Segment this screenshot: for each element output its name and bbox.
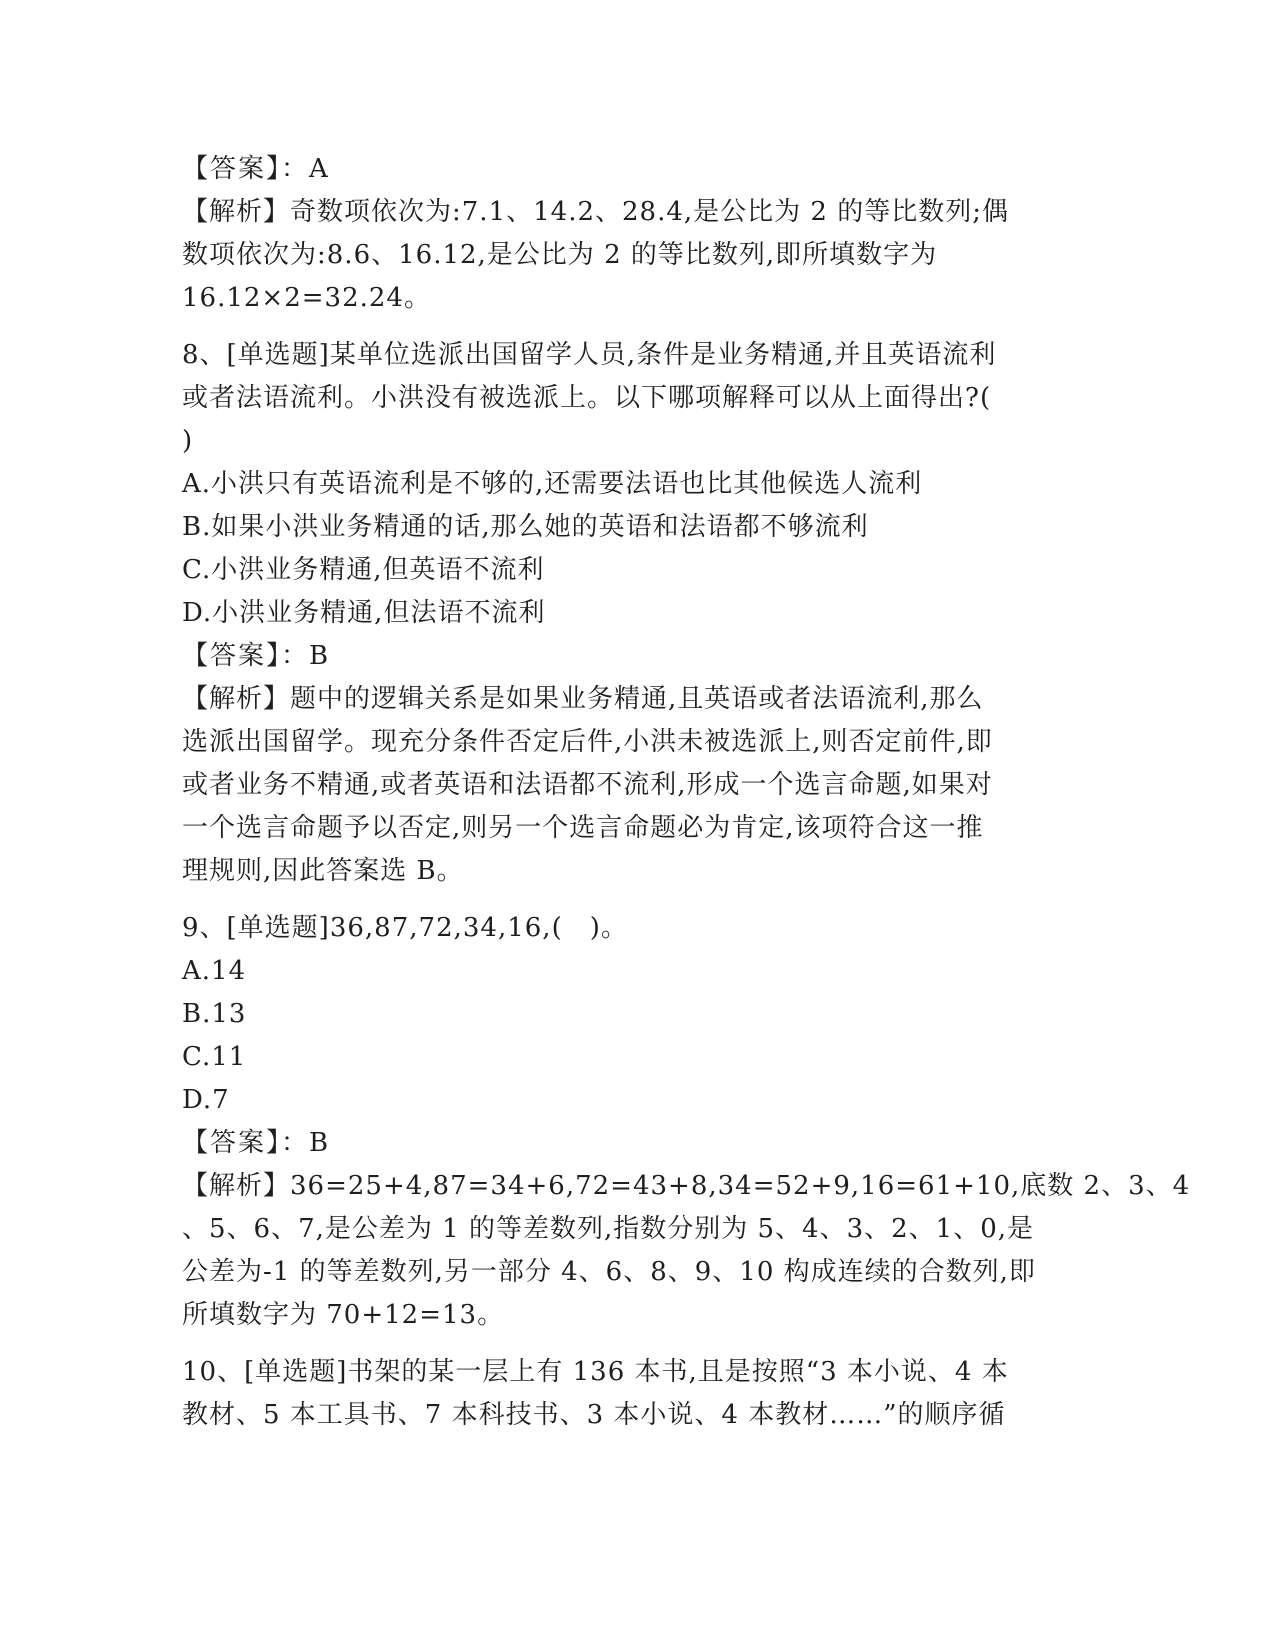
option-d: D.7 — [182, 1085, 230, 1115]
question-stem-line: 10、[单选题]书架的某一层上有 136 本书,且是按照“3 本小说、4 本 — [182, 1357, 1009, 1387]
document-page — [182, 148, 1191, 1437]
spacer — [182, 320, 1082, 334]
question-stem-line: 或者法语流利。小洪没有被选派上。以下哪项解释可以从上面得出?( — [182, 383, 992, 413]
question-9 — [182, 907, 1191, 1337]
option-c: C.小洪业务精通,但英语不流利 — [182, 555, 545, 585]
question-8 — [182, 334, 1082, 893]
question-7-tail — [182, 148, 1082, 320]
question-stem-line: ) — [182, 426, 194, 456]
analysis-line: 或者业务不精通,或者英语和法语都不流利,形成一个选言命题,如果对 — [182, 770, 993, 800]
analysis-line: 【解析】36=25+4,87=34+6,72=43+8,34=52+9,16=61+10,底数 2、3、4 — [182, 1171, 1191, 1201]
option-c: C.11 — [182, 1042, 247, 1072]
answer-line: 【答案】：A — [182, 154, 330, 184]
analysis-line: 16.12×2=32.24。 — [182, 283, 431, 313]
answer-line: 【答案】：B — [182, 641, 331, 671]
question-stem-line: 教材、5 本工具书、7 本科技书、3 本小说、4 本教材……”的顺序循 — [182, 1400, 1006, 1430]
spacer — [182, 1337, 1082, 1351]
analysis-line: 所填数字为 70+12=13。 — [182, 1300, 505, 1330]
analysis-line: 【解析】奇数项依次为:7.1、14.2、28.4,是公比为 2 的等比数列;偶 — [182, 197, 1009, 227]
question-10 — [182, 1351, 1082, 1437]
question-stem-line: 9、[单选题]36,87,72,34,16,( )。 — [182, 913, 628, 943]
analysis-line: 理规则,因此答案选 B。 — [182, 856, 464, 886]
option-b: B.如果小洪业务精通的话,那么她的英语和法语都不够流利 — [182, 512, 869, 542]
analysis-line: 一个选言命题予以否定,则另一个选言命题必为肯定,该项符合这一推 — [182, 813, 984, 843]
option-d: D.小洪业务精通,但法语不流利 — [182, 598, 546, 628]
option-a: A.14 — [182, 956, 247, 986]
spacer — [182, 893, 1082, 907]
answer-line: 【答案】：B — [182, 1128, 331, 1158]
option-b: B.13 — [182, 999, 247, 1029]
analysis-line: 公差为-1 的等差数列,另一部分 4、6、8、9、10 构成连续的合数列,即 — [182, 1257, 1036, 1287]
analysis-line: 数项依次为:8.6、16.12,是公比为 2 的等比数列,即所填数字为 — [182, 240, 938, 270]
analysis-line: 【解析】题中的逻辑关系是如果业务精通,且英语或者法语流利,那么 — [182, 684, 984, 714]
analysis-line: 选派出国留学。现充分条件否定后件,小洪未被选派上,则否定前件,即 — [182, 727, 993, 757]
question-stem-line: 8、[单选题]某单位选派出国留学人员,条件是业务精通,并且英语流利 — [182, 340, 997, 370]
option-a: A.小洪只有英语流利是不够的,还需要法语也比其他候选人流利 — [182, 469, 923, 499]
analysis-line: 、5、6、7,是公差为 1 的等差数列,指数分别为 5、4、3、2、1、0,是 — [182, 1214, 1035, 1244]
